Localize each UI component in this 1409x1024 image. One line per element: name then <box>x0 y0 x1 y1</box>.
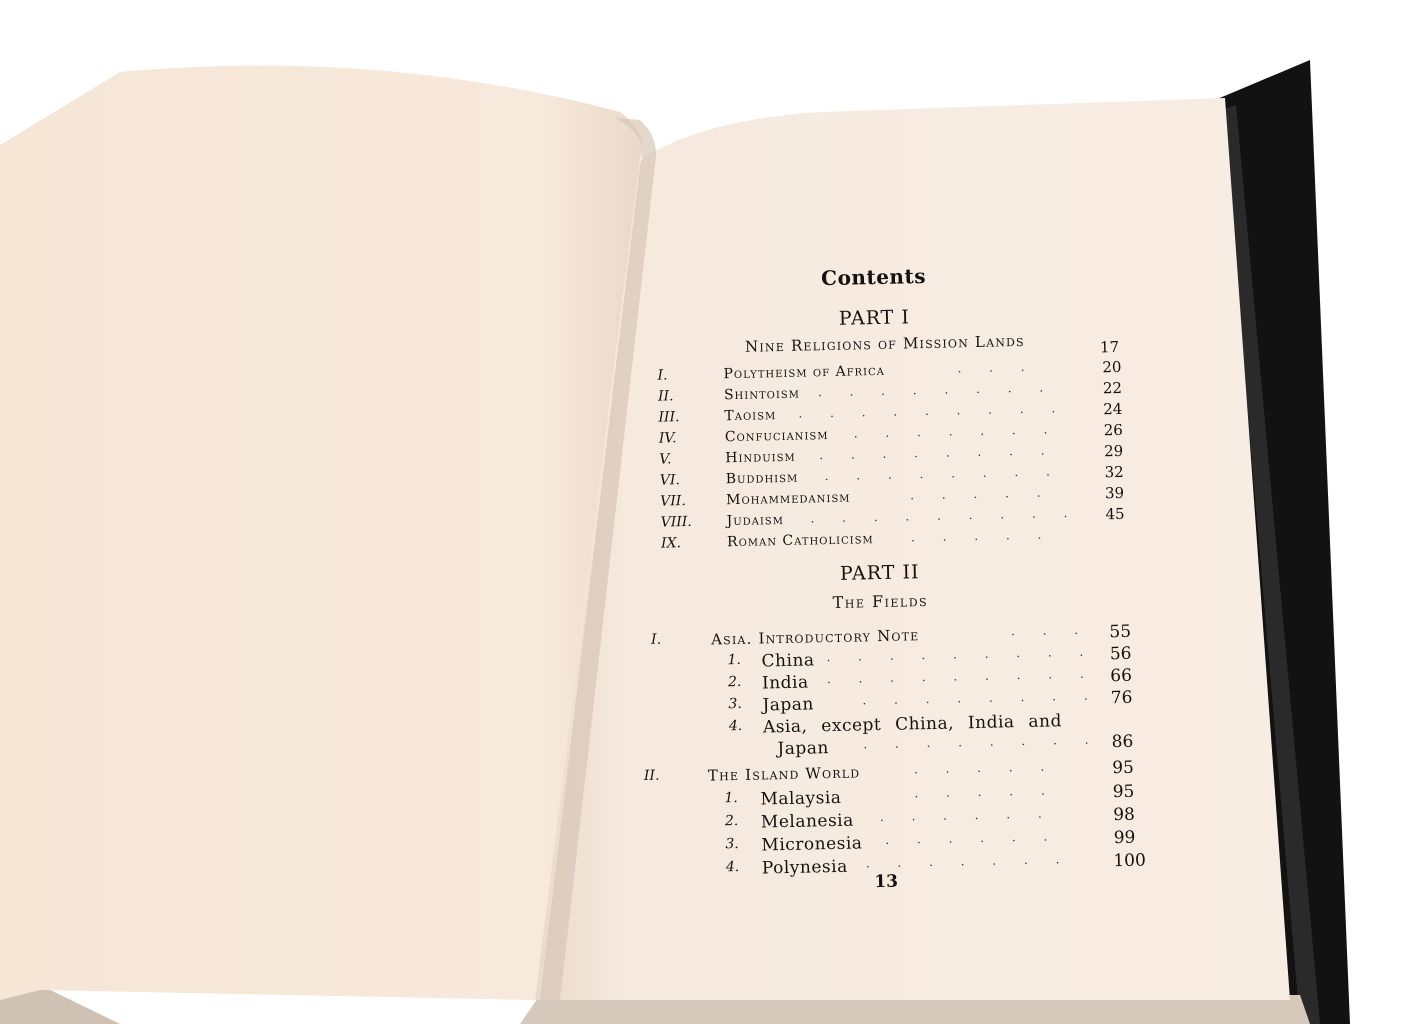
part2-heading: PART II <box>839 561 920 585</box>
row-number: 1. <box>724 790 738 807</box>
leader-dots: . . . . . <box>909 485 1053 503</box>
leader-dots: . . . . . . . <box>853 422 1060 441</box>
page-number: 95 <box>1112 757 1135 779</box>
row-number: VIII. <box>660 513 692 531</box>
page-number: 86 <box>1111 731 1134 753</box>
row-label: Micronesia <box>761 833 863 856</box>
row-number: 2. <box>724 813 739 830</box>
page-number: 39 <box>1104 483 1125 503</box>
row-label: Polytheism of Africa <box>723 362 886 383</box>
page-number: 26 <box>1103 420 1123 440</box>
leader-dots: . . . . . . . . <box>863 732 1101 752</box>
row-label: Roman Catholicism <box>726 531 874 551</box>
row-label: Mohammedanism <box>726 489 851 509</box>
page-folio: 13 <box>874 871 899 893</box>
leader-dots: . . . . . <box>913 759 1057 777</box>
page-number: 99 <box>1113 827 1136 849</box>
row-label: The Island World <box>707 763 861 785</box>
row-label: Asia. Introductory Note <box>710 626 920 649</box>
row-label: Melanesia <box>760 810 854 833</box>
leader-dots: . . . . . . . . <box>862 688 1100 708</box>
leader-dots: . . . . . . . . <box>817 380 1056 400</box>
row-number: 3. <box>728 695 742 713</box>
row-number: III. <box>658 409 680 426</box>
leader-dots: . . . . . . . . . <box>826 666 1096 687</box>
page-number: 55 <box>1109 621 1132 643</box>
row-number: I. <box>650 631 662 648</box>
page-number: 56 <box>1109 643 1132 665</box>
page-number: 100 <box>1113 850 1147 872</box>
row-number: V. <box>659 451 672 468</box>
row-number: 1. <box>727 651 742 669</box>
row-label: Polynesia <box>761 856 848 879</box>
row-label: Confucianism <box>724 427 829 446</box>
leader-dots: . . . . . . <box>879 806 1054 825</box>
row-number: II. <box>657 388 674 405</box>
page-number: 20 <box>1102 357 1122 377</box>
leader-dots: . . . . . . <box>885 829 1060 847</box>
row-number: 3. <box>725 836 739 853</box>
leader-dots: . . . <box>957 359 1037 376</box>
row-label: China <box>761 650 815 672</box>
leader-dots: . . . . . . . . <box>824 464 1063 484</box>
leader-dots: . . . . . . . . . <box>798 401 1068 421</box>
row-label: Japan <box>777 738 830 760</box>
row-label: Shintoism <box>723 385 801 404</box>
part1-heading: PART I <box>838 306 911 330</box>
page-number: 95 <box>1112 781 1135 803</box>
leader-dots: . . . . . <box>914 783 1057 801</box>
row-label: Asia, except China, India and <box>762 711 1063 738</box>
row-label: Buddhism <box>725 469 799 488</box>
row-label: Judaism <box>726 511 785 530</box>
page-number: 17 <box>1099 337 1120 357</box>
leader-dots: . . . . . <box>910 527 1054 545</box>
page-number: 66 <box>1110 665 1133 687</box>
contents-title: Contents <box>820 263 927 291</box>
left-page <box>0 65 643 1000</box>
leader-dots: . . . <box>1010 622 1091 639</box>
leader-dots: . . . . . . . <box>865 852 1072 871</box>
row-number: IV. <box>658 430 677 447</box>
row-number: 4. <box>728 717 743 735</box>
row-number: I. <box>657 367 668 384</box>
row-label: Hinduism <box>725 448 796 467</box>
row-number: VII. <box>660 493 686 510</box>
row-label: Malaysia <box>760 787 842 810</box>
page-number: 22 <box>1102 378 1123 398</box>
page-number: 98 <box>1113 804 1136 826</box>
row-number: IX. <box>660 535 682 552</box>
part2-subheading: The Fields <box>832 590 929 612</box>
part1-subheading: Nine Religions of Mission Lands <box>744 331 1025 356</box>
page-number: 45 <box>1105 504 1125 524</box>
page-number: 32 <box>1104 462 1124 482</box>
row-number: 2. <box>727 673 742 691</box>
row-label: Japan <box>762 694 815 716</box>
row-number: 4. <box>725 859 740 876</box>
row-number: II. <box>643 767 660 784</box>
leader-dots: . . . . . . . . . <box>826 644 1096 665</box>
leader-dots: . . . . . . . . . <box>810 505 1080 526</box>
row-label: India <box>761 672 809 694</box>
page-number: 24 <box>1103 399 1123 419</box>
row-number: VI. <box>659 472 681 489</box>
leader-dots: . . . . . . . . <box>819 443 1057 463</box>
contents-page <box>593 248 1207 920</box>
page-number: 29 <box>1103 441 1124 461</box>
row-label: Taoism <box>724 407 777 425</box>
page-number: 76 <box>1110 687 1133 709</box>
